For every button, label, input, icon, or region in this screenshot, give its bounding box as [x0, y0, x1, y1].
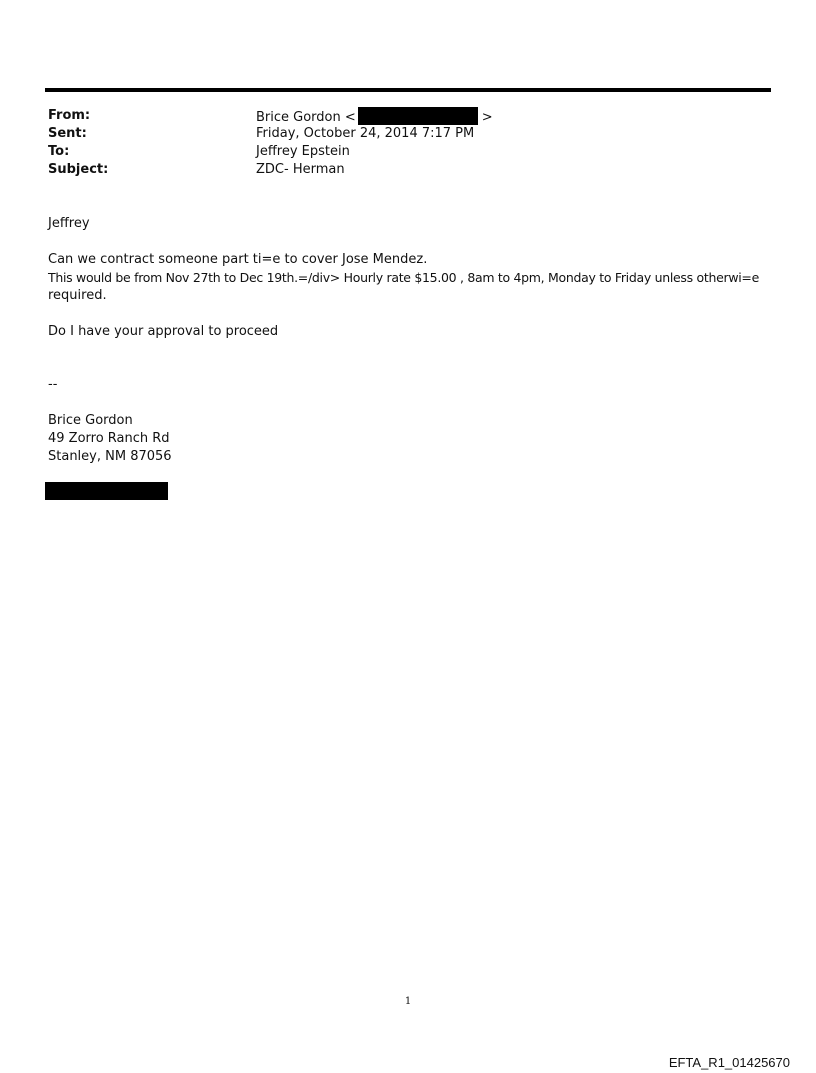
from-name: Brice Gordon < — [256, 110, 356, 125]
signature-separator: -- — [48, 377, 58, 392]
body-line-2: This would be from Nov 27th to Dec 19th.=/div> Hourly rate $15.00 , 8am to 4pm, Monday to Friday unless otherwi=e — [48, 270, 759, 285]
document-id: EFTA_R1_01425670 — [668, 1055, 790, 1070]
subject-value: ZDC- Herman — [256, 162, 345, 177]
redaction-bar — [45, 482, 168, 500]
to-value: Jeffrey Epstein — [256, 144, 350, 159]
page-number: 1 — [404, 996, 412, 1007]
signature-name: Brice Gordon — [48, 413, 133, 428]
sent-value: Friday, October 24, 2014 7:17 PM — [256, 126, 475, 141]
from-close: > — [481, 110, 493, 125]
body-line-3: required. — [48, 288, 107, 303]
header-rule — [45, 88, 771, 92]
greeting: Jeffrey — [48, 216, 90, 231]
from-value — [256, 107, 493, 127]
signature-address-2: Stanley, NM 87056 — [48, 449, 172, 464]
sent-label: Sent: — [48, 126, 87, 141]
redaction-bar — [358, 107, 478, 125]
subject-label: Subject: — [48, 162, 109, 177]
from-label: From: — [48, 108, 91, 123]
body-line-1: Can we contract someone part ti=e to cover Jose Mendez. — [48, 252, 428, 267]
signature-address-1: 49 Zorro Ranch Rd — [48, 431, 170, 446]
to-label: To: — [48, 144, 70, 159]
approval-question: Do I have your approval to proceed — [48, 324, 279, 339]
